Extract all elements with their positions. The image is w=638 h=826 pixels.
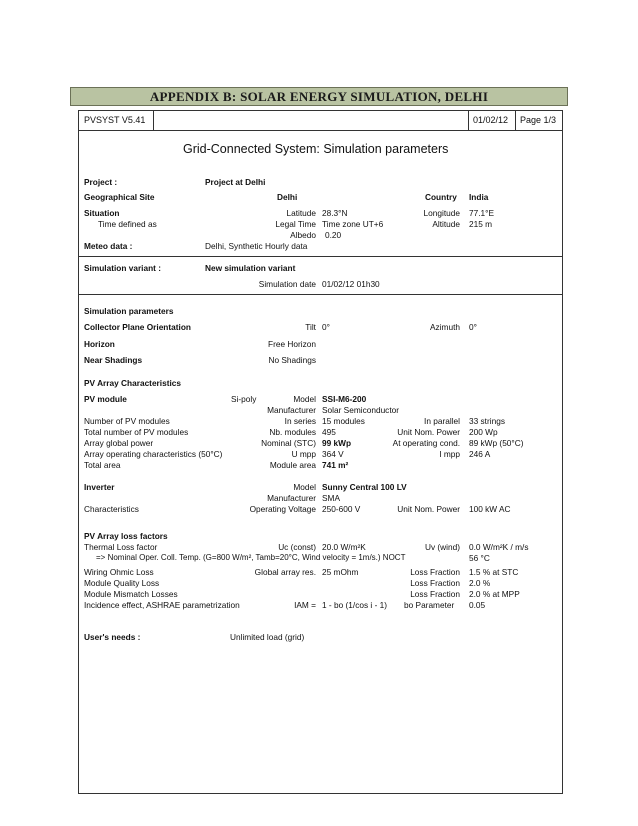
pv-model-value: SSI-M6-200 [322, 394, 367, 404]
country-value: India [469, 192, 489, 202]
geo-site-value: Delhi [277, 192, 298, 202]
longitude-value: 77.1°E [469, 208, 495, 218]
pv-module-tech: Si-poly [231, 394, 257, 404]
in-parallel-label: In parallel [424, 416, 460, 426]
report-date: 01/02/12 [473, 115, 509, 125]
sim-date-label: Simulation date [258, 279, 316, 289]
header-cell-divider-2 [468, 110, 469, 130]
horizon-value: Free Horizon [268, 339, 316, 349]
users-needs-label: User's needs : [84, 632, 141, 642]
legal-time-label: Legal Time [275, 219, 316, 229]
nb-modules-value: 495 [322, 427, 336, 437]
iam-label: IAM = [294, 600, 316, 610]
time-defined-label: Time defined as [98, 219, 157, 229]
horizon-label: Horizon [84, 339, 115, 349]
at-operating-label: At operating cond. [392, 438, 460, 448]
unit-nom-power-label: Unit Nom. Power [397, 427, 460, 437]
header-cell-divider-1 [153, 110, 154, 130]
inverter-label: Inverter [84, 482, 115, 492]
loss-factors-heading: PV Array loss factors [84, 531, 168, 541]
thermal-loss-label: Thermal Loss factor [84, 542, 158, 552]
pv-model-label: Model [293, 394, 316, 404]
uc-label: Uc (const) [278, 542, 316, 552]
iam-value: 1 - bo (1/cos i - 1) [322, 600, 388, 610]
nb-modules-label: Nb. modules [269, 427, 316, 437]
inverter-unit-power-value: 100 kW AC [469, 504, 511, 514]
uc-value: 20.0 W/m²K [322, 542, 366, 552]
page-number: Page 1/3 [520, 115, 557, 125]
num-modules-label: Number of PV modules [84, 416, 170, 426]
latitude-label: Latitude [286, 208, 316, 218]
near-shadings-label: Near Shadings [84, 355, 143, 365]
quality-loss-label: Module Quality Loss [84, 578, 160, 588]
header-divider [78, 130, 563, 131]
pv-manufacturer-label: Manufacturer [267, 405, 316, 415]
altitude-label: Altitude [432, 219, 460, 229]
at-operating-value: 89 kWp (50°C) [469, 438, 524, 448]
appendix-title: APPENDIX B: SOLAR ENERGY SIMULATION, DELHI [149, 89, 489, 104]
impp-label: I mpp [439, 449, 460, 459]
sim-date-value: 01/02/12 01h30 [322, 279, 380, 289]
legal-time-value: Time zone UT+6 [322, 219, 384, 229]
mismatch-fraction-label: Loss Fraction [410, 589, 460, 599]
nominal-stc-label: Nominal (STC) [261, 438, 316, 448]
geo-site-label: Geographical Site [84, 192, 155, 202]
uv-value: 0.0 W/m²K / m/s [469, 542, 529, 552]
global-res-label: Global array res. [254, 567, 316, 577]
country-label: Country [425, 192, 457, 202]
umpp-label: U mpp [291, 449, 316, 459]
pv-manufacturer-value: Solar Semiconductor [322, 405, 400, 415]
document-title: Grid-Connected System: Simulation parameters [183, 142, 449, 156]
quality-fraction-value: 2.0 % [469, 578, 491, 588]
altitude-value: 215 m [469, 219, 493, 229]
total-modules-label: Total number of PV modules [84, 427, 189, 437]
project-value: Project at Delhi [205, 177, 266, 187]
operating-voltage-value: 250-600 V [322, 504, 361, 514]
in-series-label: In series [284, 416, 316, 426]
module-area-label: Module area [269, 460, 316, 470]
meteo-label: Meteo data : [84, 241, 133, 251]
sim-params-heading: Simulation parameters [84, 306, 174, 316]
impp-value: 246 A [469, 449, 491, 459]
variant-value: New simulation variant [205, 263, 296, 273]
module-area-value: 741 m² [322, 460, 349, 470]
unit-nom-power-value: 200 Wp [469, 427, 498, 437]
pv-array-heading: PV Array Characteristics [84, 378, 182, 388]
longitude-label: Longitude [423, 208, 460, 218]
albedo-value: 0.20 [325, 230, 342, 240]
azimuth-value: 0° [469, 322, 477, 332]
nominal-stc-value: 99 kWp [322, 438, 352, 448]
project-label: Project : [84, 177, 118, 187]
quality-fraction-label: Loss Fraction [410, 578, 460, 588]
wiring-fraction-label: Loss Fraction [410, 567, 460, 577]
inverter-manufacturer-label: Manufacturer [267, 493, 316, 503]
variant-label: Simulation variant : [84, 263, 161, 273]
noct-value: 56 °C [469, 553, 490, 563]
section-divider-1 [78, 256, 563, 257]
mismatch-loss-label: Module Mismatch Losses [84, 589, 178, 599]
appendix-banner [70, 87, 568, 106]
azimuth-label: Azimuth [430, 322, 460, 332]
inverter-manufacturer-value: SMA [322, 493, 340, 503]
bo-param-value: 0.05 [469, 600, 486, 610]
users-needs-value: Unlimited load (grid) [230, 632, 305, 642]
noct-text: => Nominal Oper. Coll. Temp. (G=800 W/m², Tamb=20°C, Wind velocity = 1m/s.) NOCT [96, 553, 406, 562]
software-version: PVSYST V5.41 [84, 115, 146, 125]
meteo-value: Delhi, Synthetic Hourly data [205, 241, 308, 251]
in-series-value: 15 modules [322, 416, 365, 426]
situation-label: Situation [84, 208, 120, 218]
global-res-value: 25 mOhm [322, 567, 359, 577]
inverter-model-value: Sunny Central 100 LV [322, 482, 407, 492]
wiring-loss-label: Wiring Ohmic Loss [84, 567, 154, 577]
header-cell-divider-3 [515, 110, 516, 130]
section-divider-2 [78, 294, 563, 295]
pv-module-label: PV module [84, 394, 127, 404]
bo-param-label: bo Parameter [404, 600, 455, 610]
incidence-effect-label: Incidence effect, ASHRAE parametrization [84, 600, 240, 610]
operating-voltage-label: Operating Voltage [249, 504, 316, 514]
inverter-characteristics-label: Characteristics [84, 504, 139, 514]
uv-label: Uv (wind) [424, 542, 460, 552]
wiring-fraction-value: 1.5 % at STC [469, 567, 519, 577]
inverter-unit-power-label: Unit Nom. Power [397, 504, 460, 514]
mismatch-fraction-value: 2.0 % at MPP [469, 589, 520, 599]
collector-orientation-label: Collector Plane Orientation [84, 322, 191, 332]
in-parallel-value: 33 strings [469, 416, 505, 426]
tilt-value: 0° [322, 322, 330, 332]
total-area-label: Total area [84, 460, 121, 470]
operating-char-label: Array operating characteristics (50°C) [84, 449, 223, 459]
global-power-label: Array global power [84, 438, 154, 448]
latitude-value: 28.3°N [322, 208, 348, 218]
umpp-value: 364 V [322, 449, 344, 459]
near-shadings-value: No Shadings [268, 355, 316, 365]
tilt-label: Tilt [305, 322, 316, 332]
inverter-model-label: Model [293, 482, 316, 492]
albedo-label: Albedo [290, 230, 316, 240]
